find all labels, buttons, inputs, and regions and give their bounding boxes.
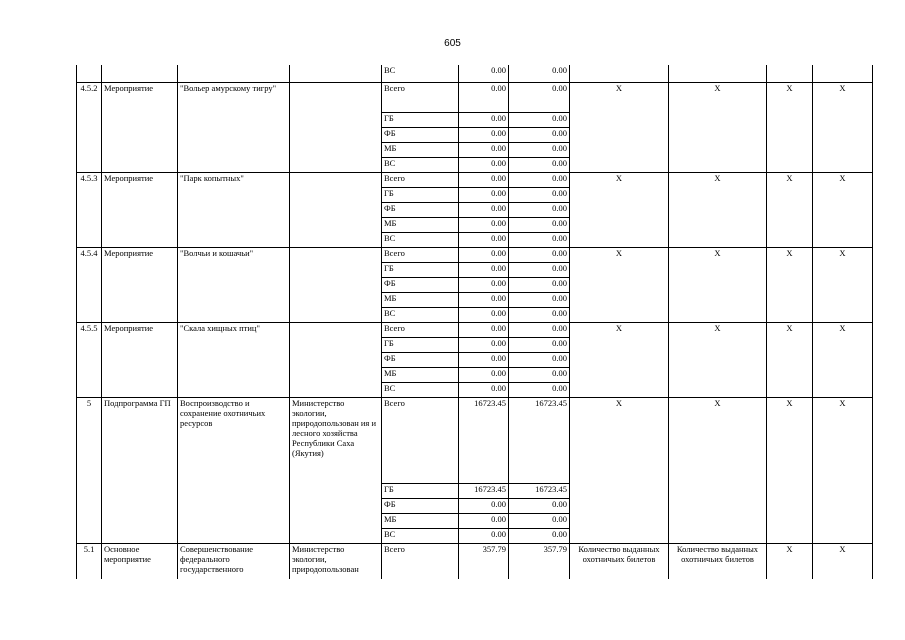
- amount-year-cell: 0.00: [509, 247, 570, 262]
- funding-source-cell: ГБ: [382, 262, 459, 277]
- table-row: [77, 322, 873, 337]
- funding-source-cell: Всего: [382, 172, 459, 187]
- funding-source-cell: ФБ: [382, 352, 459, 367]
- amount-total-cell: 0.00: [459, 112, 509, 127]
- amount-year-cell: 0.00: [509, 187, 570, 202]
- amount-total-cell: 0.00: [459, 337, 509, 352]
- indicator-cell: [570, 65, 669, 82]
- item-name-cell: "Парк копытных": [178, 172, 290, 247]
- responsible-cell: [290, 82, 382, 172]
- table-body: [77, 65, 873, 579]
- amount-total-cell: 0.00: [459, 277, 509, 292]
- amount-total-cell: 0.00: [459, 322, 509, 337]
- amount-total-cell: 0.00: [459, 202, 509, 217]
- target-value-cell: X: [813, 172, 873, 247]
- amount-year-cell: 0.00: [509, 337, 570, 352]
- target-value-cell: X: [813, 543, 873, 579]
- amount-year-cell: 16723.45: [509, 397, 570, 483]
- amount-total-cell: 357.79: [459, 543, 509, 579]
- amount-year-cell: 0.00: [509, 112, 570, 127]
- target-value-cell: X: [813, 397, 873, 543]
- table-row: [77, 172, 873, 187]
- indicator-cell: X: [570, 397, 669, 543]
- base-value-cell: X: [767, 543, 813, 579]
- funding-source-cell: ФБ: [382, 202, 459, 217]
- base-value-cell: [767, 65, 813, 82]
- item-name-cell: [178, 65, 290, 82]
- funding-source-cell: МБ: [382, 217, 459, 232]
- funding-source-cell: МБ: [382, 367, 459, 382]
- indicator-cell: X: [570, 82, 669, 172]
- funding-source-cell: МБ: [382, 292, 459, 307]
- amount-total-cell: 0.00: [459, 172, 509, 187]
- amount-total-cell: 0.00: [459, 528, 509, 543]
- amount-year-cell: 0.00: [509, 498, 570, 513]
- amount-total-cell: 0.00: [459, 247, 509, 262]
- amount-total-cell: 0.00: [459, 232, 509, 247]
- indicator-unit-cell: Количество выданных охотничьих билетов: [669, 543, 767, 579]
- item-type-cell: Основное мероприятие: [102, 543, 178, 579]
- amount-year-cell: 0.00: [509, 232, 570, 247]
- amount-year-cell: 0.00: [509, 202, 570, 217]
- amount-year-cell: 0.00: [509, 382, 570, 397]
- item-number-cell: [77, 65, 102, 82]
- program-table: [76, 65, 873, 579]
- table-row: [77, 65, 873, 82]
- item-type-cell: Подпрограмма ГП: [102, 397, 178, 543]
- amount-year-cell: 0.00: [509, 307, 570, 322]
- item-number-cell: 5: [77, 397, 102, 543]
- item-type-cell: Мероприятие: [102, 322, 178, 397]
- amount-year-cell: 0.00: [509, 513, 570, 528]
- amount-total-cell: 0.00: [459, 82, 509, 112]
- funding-source-cell: ФБ: [382, 127, 459, 142]
- responsible-cell: [290, 65, 382, 82]
- amount-total-cell: 0.00: [459, 382, 509, 397]
- amount-total-cell: 0.00: [459, 127, 509, 142]
- responsible-cell: [290, 172, 382, 247]
- funding-source-cell: ВС: [382, 65, 459, 82]
- amount-year-cell: 16723.45: [509, 483, 570, 498]
- item-number-cell: 4.5.2: [77, 82, 102, 172]
- amount-total-cell: 16723.45: [459, 483, 509, 498]
- funding-source-cell: ГБ: [382, 187, 459, 202]
- table-row: [77, 543, 873, 579]
- amount-total-cell: 0.00: [459, 142, 509, 157]
- amount-year-cell: 0.00: [509, 217, 570, 232]
- amount-year-cell: 0.00: [509, 528, 570, 543]
- amount-total-cell: 0.00: [459, 307, 509, 322]
- amount-total-cell: 16723.45: [459, 397, 509, 483]
- funding-source-cell: МБ: [382, 513, 459, 528]
- funding-source-cell: ФБ: [382, 277, 459, 292]
- table-row: [77, 82, 873, 112]
- base-value-cell: X: [767, 247, 813, 322]
- funding-source-cell: ВС: [382, 157, 459, 172]
- funding-source-cell: ВС: [382, 528, 459, 543]
- amount-total-cell: 0.00: [459, 187, 509, 202]
- amount-year-cell: 0.00: [509, 127, 570, 142]
- indicator-unit-cell: X: [669, 247, 767, 322]
- item-number-cell: 5.1: [77, 543, 102, 579]
- funding-source-cell: МБ: [382, 142, 459, 157]
- indicator-unit-cell: X: [669, 397, 767, 543]
- amount-year-cell: 0.00: [509, 352, 570, 367]
- base-value-cell: X: [767, 82, 813, 172]
- funding-source-cell: ВС: [382, 307, 459, 322]
- indicator-unit-cell: X: [669, 172, 767, 247]
- item-number-cell: 4.5.5: [77, 322, 102, 397]
- base-value-cell: X: [767, 322, 813, 397]
- amount-total-cell: 0.00: [459, 157, 509, 172]
- item-type-cell: Мероприятие: [102, 82, 178, 172]
- item-type-cell: [102, 65, 178, 82]
- indicator-unit-cell: X: [669, 82, 767, 172]
- indicator-cell: X: [570, 322, 669, 397]
- amount-total-cell: 0.00: [459, 262, 509, 277]
- responsible-cell: [290, 247, 382, 322]
- funding-source-cell: Всего: [382, 397, 459, 483]
- amount-total-cell: 0.00: [459, 513, 509, 528]
- responsible-cell: Министерство экологии, природопользован ия и лесного хозяйства Республики Саха (Якутия): [290, 397, 382, 543]
- base-value-cell: X: [767, 172, 813, 247]
- item-type-cell: Мероприятие: [102, 172, 178, 247]
- amount-total-cell: 0.00: [459, 292, 509, 307]
- indicator-cell: X: [570, 172, 669, 247]
- indicator-unit-cell: [669, 65, 767, 82]
- funding-source-cell: ГБ: [382, 112, 459, 127]
- item-number-cell: 4.5.4: [77, 247, 102, 322]
- target-value-cell: X: [813, 247, 873, 322]
- amount-year-cell: 0.00: [509, 292, 570, 307]
- base-value-cell: X: [767, 397, 813, 543]
- item-name-cell: "Скала хищных птиц": [178, 322, 290, 397]
- page-number: 605: [444, 38, 461, 49]
- target-value-cell: X: [813, 322, 873, 397]
- amount-year-cell: 0.00: [509, 82, 570, 112]
- item-type-cell: Мероприятие: [102, 247, 178, 322]
- amount-year-cell: 0.00: [509, 367, 570, 382]
- funding-source-cell: Всего: [382, 543, 459, 579]
- table-row: [77, 397, 873, 483]
- item-name-cell: Совершенствование федерального государственного: [178, 543, 290, 579]
- funding-source-cell: ФБ: [382, 498, 459, 513]
- indicator-cell: Количество выданных охотничьих билетов: [570, 543, 669, 579]
- amount-total-cell: 0.00: [459, 352, 509, 367]
- indicator-unit-cell: X: [669, 322, 767, 397]
- amount-year-cell: 0.00: [509, 157, 570, 172]
- amount-total-cell: 0.00: [459, 217, 509, 232]
- amount-year-cell: 0.00: [509, 322, 570, 337]
- responsible-cell: Министерство экологии, природопользован: [290, 543, 382, 579]
- amount-total-cell: 0.00: [459, 367, 509, 382]
- funding-source-cell: Всего: [382, 247, 459, 262]
- amount-year-cell: 0.00: [509, 172, 570, 187]
- funding-source-cell: Всего: [382, 322, 459, 337]
- indicator-cell: X: [570, 247, 669, 322]
- funding-source-cell: ГБ: [382, 483, 459, 498]
- funding-source-cell: ВС: [382, 232, 459, 247]
- amount-year-cell: 357.79: [509, 543, 570, 579]
- funding-source-cell: ГБ: [382, 337, 459, 352]
- target-value-cell: X: [813, 82, 873, 172]
- amount-total-cell: 0.00: [459, 498, 509, 513]
- table-row: [77, 247, 873, 262]
- funding-source-cell: Всего: [382, 82, 459, 112]
- amount-year-cell: 0.00: [509, 262, 570, 277]
- item-name-cell: Воспроизводство и сохранение охотничьих ресурсов: [178, 397, 290, 543]
- amount-year-cell: 0.00: [509, 65, 570, 82]
- item-name-cell: "Вольер амурскому тигру": [178, 82, 290, 172]
- item-number-cell: 4.5.3: [77, 172, 102, 247]
- funding-source-cell: ВС: [382, 382, 459, 397]
- amount-year-cell: 0.00: [509, 277, 570, 292]
- responsible-cell: [290, 322, 382, 397]
- amount-year-cell: 0.00: [509, 142, 570, 157]
- item-name-cell: "Волчьи и кошачьи": [178, 247, 290, 322]
- target-value-cell: [813, 65, 873, 82]
- amount-total-cell: 0.00: [459, 65, 509, 82]
